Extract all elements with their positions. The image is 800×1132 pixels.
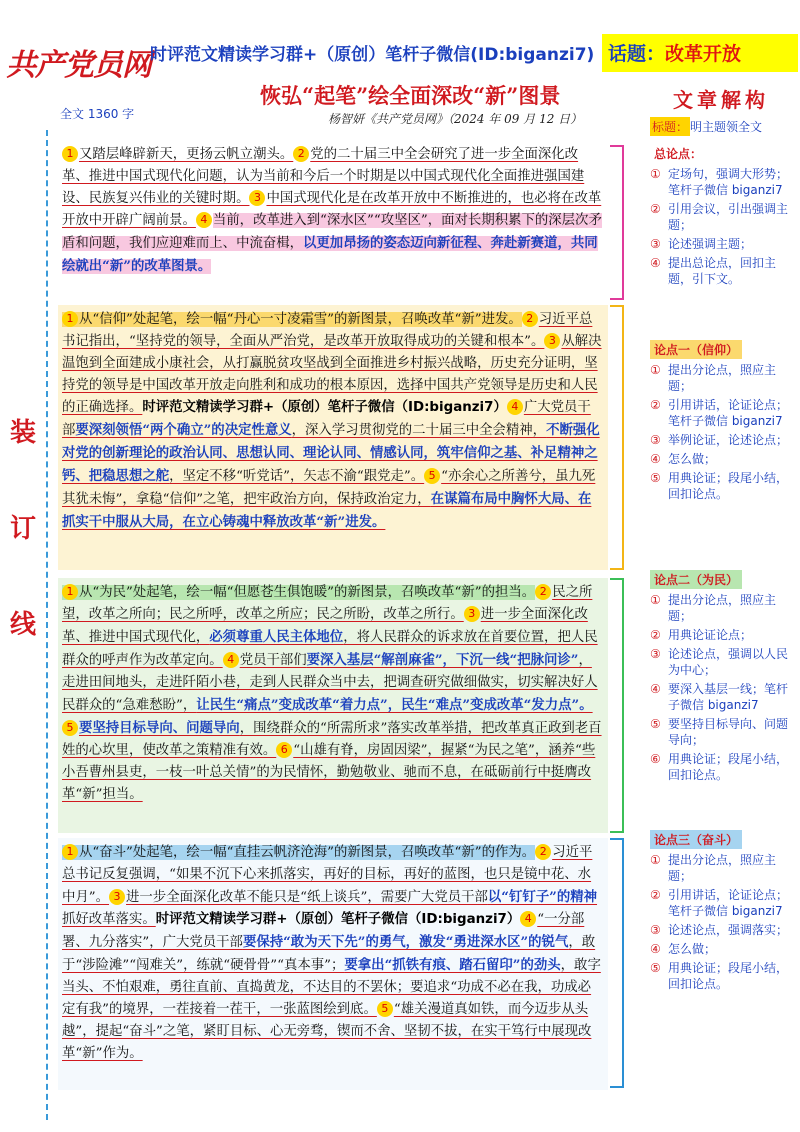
- structure-item-text: 提出总论点，回扣主题，引下文。: [668, 256, 777, 286]
- structure-item: [650, 681, 792, 713]
- structure-item-number: ①: [650, 853, 661, 867]
- structure-item-number: ④: [650, 256, 661, 270]
- structure-item-text: 用典论证；段尾小结，回扣论点。: [668, 471, 789, 501]
- structure-item-number: ②: [650, 202, 661, 216]
- bracket-intro: [610, 145, 624, 300]
- structure-item-number: ③: [650, 647, 661, 661]
- logo: 共产党员网: [6, 48, 151, 83]
- structure-item-text: 引用讲话，论证论点；笔杆子微信 biganzi7: [668, 398, 789, 428]
- structure-item: [650, 397, 792, 429]
- structure-item: [650, 716, 792, 748]
- structure-item-text: 要深入基层一线；笔杆子微信 biganzi7: [668, 682, 789, 712]
- structure-item: [650, 236, 792, 252]
- structure-item-number: ③: [650, 433, 661, 447]
- structure-block-2: [650, 340, 792, 502]
- structure-item-text: 怎么做；: [668, 942, 717, 956]
- topic-badge: [602, 34, 798, 72]
- structure-block-head: 论点一（信仰）: [650, 340, 742, 359]
- structure-block-head: 总论点：: [650, 144, 706, 163]
- structure-block-head: 论点二（为民）: [650, 570, 742, 589]
- structure-item-text: 论述强调主题；: [668, 237, 753, 251]
- structure-item-number: ①: [650, 593, 661, 607]
- intro-paragraph: 1 又踏层峰辟新天，更扬云帆立潮头。 2 党的二十届三中全会研究了进一步全面深化改革、推进中国式现代化问题，认为当前和今后一个时期是以中国式现代化全面推进强国建设、民族复兴伟业的关键时期。 3 中国式现代化是在改革开放中不断推进的，也必将在改革开放中开辟广阔前景。 4 当前，改革进入到“深水区”“攻坚区”，面对长期积累下的深层次矛盾和问题，我们应迎难而上、中流奋楫，以更加昂扬的姿态迈向新征程、奔赴新赛道，共同绘就出“新”的改革图景。: [62, 147, 602, 274]
- structure-item-text: 要坚持目标导向、问题导向；: [668, 717, 789, 747]
- structure-block-4: [650, 830, 792, 992]
- structure-block-1: [650, 144, 792, 287]
- structure-item: [650, 941, 792, 957]
- structure-item: [650, 451, 792, 467]
- structure-item-text: 用典论证；段尾小结，回扣论点。: [668, 961, 789, 991]
- structure-item-text: 提出分论点，照应主题；: [668, 853, 777, 883]
- structure-item: [650, 432, 792, 448]
- section-struggle: 1 从“奋斗”处起笔，绘一幅“直挂云帆济沧海”的新图景，召唤改革“新”的作为。 2 习近平总书记反复强调，“如果不沉下心来抓落实，再好的目标，再好的蓝图，也只是镜中花、水中月”。 3 进一步全面深化改革不能只是“纸上谈兵”，需要广大党员干部以“钉钉子”的精神抓好改革落实。时评范文精读学习群+（原创）笔杆子微信（ID:biganzi7） 4 “一分部署、九分落实”，广大党员干部要保持“敢为天下先”的勇气，激发“勇进深水区”的锐气，敢于“涉险滩”“闯难关”，练就“硬骨骨”“真本事”；要拿出“抓铁有痕、踏石留印”的劲头，敢字当头、不怕艰难，勇往直前、直捣黄龙，不达目的不罢休；要追求“功成不必在我，功成必定有我”的境界，一茬接着一茬干，一张蓝图绘到底。 5 “雄关漫道真如铁，而今迈步从头越”，提起“奋斗”之笔，紧盯目标、心无旁骛，锲而不舍、坚韧不拔，在实干笃行中展现改革“新”作为。: [58, 838, 608, 1090]
- structure-item-number: ③: [650, 923, 661, 937]
- bracket-people: [610, 578, 624, 833]
- structure-item-text: 定场句，强调大形势；笔杆子微信 biganzi7: [668, 167, 789, 197]
- structure-item: [650, 166, 792, 198]
- page-title: 恢弘“起笔”绘全面深改“新”图景: [260, 83, 561, 108]
- bracket-faith: [610, 305, 624, 570]
- structure-sidebar: [650, 84, 792, 991]
- structure-item-number: ③: [650, 237, 661, 251]
- structure-item-text: 提出分论点，照应主题；: [668, 593, 777, 623]
- structure-item-number: ⑤: [650, 717, 661, 731]
- section-people: 1 从“为民”处起笔，绘一幅“但愿苍生俱饱暖”的新图景，召唤改革“新”的担当。 2 民之所望，改革之所向；民之所呼，改革之所应；民之所盼，改革之所行。 3 进一步全面深化改革、推进中国式现代化，必须尊重人民主体地位，将人民群众的诉求放在首要位置，把人民群众的呼声作为改革定向。 4 党员干部们要深入基层“解剖麻雀”，下沉一线“把脉问诊”，走进田间地头，走进阡陌小巷，走到人民群众当中去，把调查研究做细做实，切实解决好人民群众的“急难愁盼”，让民生“痛点”变成改革“着力点”，民生“难点”变成改革“发力点”。5 要坚持目标导向、问题导向，围绕群众的“所需所求”落实改革举措，把改革真正政到老百姓的心坎里，使改革之策精准有效。 6 “山雄有脊，房固因梁”，握紧“为民之笔”，涵养“些小吾曹州县吏，一枝一叶总关情”的为民情怀，勤勉敬业、驰而不息，在砥砺前行中挺膺改革“新”担当。: [58, 578, 608, 833]
- structure-item-text: 引用会议，引出强调主题；: [668, 202, 789, 232]
- structure-item-number: ①: [650, 167, 661, 181]
- bracket-struggle: [610, 838, 624, 1088]
- title-note: [650, 117, 792, 136]
- structure-item: [650, 852, 792, 884]
- topic-label: 话题：: [608, 43, 666, 65]
- structure-item-number: ①: [650, 363, 661, 377]
- header-title: 时评范文精读学习群+（原创）笔杆子微信(ID:biganzi7): [150, 45, 595, 65]
- structure-item: [650, 255, 792, 287]
- structure-item: [650, 751, 792, 783]
- structure-item-number: ⑤: [650, 961, 661, 975]
- structure-item-number: ⑥: [650, 752, 661, 766]
- binding-char-2: 订: [9, 514, 36, 544]
- structure-item-number: ④: [650, 452, 661, 466]
- structure-item-number: ②: [650, 398, 661, 412]
- structure-item-text: 怎么做；: [668, 452, 717, 466]
- structure-item-text: 论述论点，强调以人民为中心；: [668, 647, 789, 677]
- structure-item: [650, 470, 792, 502]
- structure-item-number: ②: [650, 888, 661, 902]
- structure-item-number: ④: [650, 682, 661, 696]
- structure-item-text: 用典论证；段尾小结，回扣论点。: [668, 752, 789, 782]
- structure-item: [650, 201, 792, 233]
- topic-value: 改革开放: [665, 43, 742, 65]
- structure-item-text: 举例论证，论述论点；: [668, 433, 789, 447]
- byline: 杨智妍《共产党员网》（2024 年 09 月 12 日）: [328, 112, 583, 126]
- binding-char-1: 装: [9, 418, 36, 448]
- title-tag-text: 明主题领全文: [690, 120, 763, 134]
- structure-item: [650, 922, 792, 938]
- binding-char-3: 线: [9, 610, 36, 640]
- title-tag: 标题：: [650, 117, 690, 136]
- word-count: 全文 1360 字: [60, 107, 135, 121]
- binding-line: [46, 130, 48, 1120]
- structure-item-number: ②: [650, 628, 661, 642]
- structure-item: [650, 627, 792, 643]
- structure-item: [650, 646, 792, 678]
- structure-item-text: 提出分论点，照应主题；: [668, 363, 777, 393]
- structure-item: [650, 887, 792, 919]
- structure-item-number: ④: [650, 942, 661, 956]
- structure-block-head: 论点三（奋斗）: [650, 830, 742, 849]
- structure-item-text: 引用讲话，论证论点；笔杆子微信 biganzi7: [668, 888, 789, 918]
- structure-item-text: 论述论点，强调落实；: [668, 923, 789, 937]
- structure-block-3: [650, 570, 792, 783]
- structure-item: [650, 960, 792, 992]
- section-faith: 1 从“信仰”处起笔，绘一幅“丹心一寸凌霜雪”的新图景，召唤改革“新”进发。 2 习近平总书记指出，“坚持党的领导，全面从严治党，是改革开放取得成功的关键和根本”。 3 从解决温饱到全面建成小康社会，从打赢脱贫攻坚战到全面推进乡村振兴战略，历史充分证明，坚持党的领导是中国改革开放走向胜利和成功的根本原因，选择中国共产党领导是历史和人民的正确选择。时评范文精读学习群+（原创）笔杆子微信（ID:biganzi7） 4 广大党员干部要深刻领悟“两个确立”的决定性意义，深入学习贯彻党的二十届三中全会精神，不断强化对党的创新理论的政治认同、思想认同、理论认同、情感认同，筑牢信仰之基、补足精神之钙、把稳思想之舵，坚定不移“听党话”，矢志不渝“跟党走”。 5 “亦余心之所善兮，虽九死其犹未悔”，拿稳“信仰”之笔，把牢政治方向，保持政治定力，在谋篇布局中胸怀大局、在抓实干中服从大局，在立心铸魂中释放改革“新”进发。: [58, 305, 608, 570]
- structure-item-text: 用典论证论点；: [668, 628, 753, 642]
- structure-item-number: ⑤: [650, 471, 661, 485]
- structure-item: [650, 592, 792, 624]
- structure-title: 文章解构: [673, 88, 769, 112]
- structure-item: [650, 362, 792, 394]
